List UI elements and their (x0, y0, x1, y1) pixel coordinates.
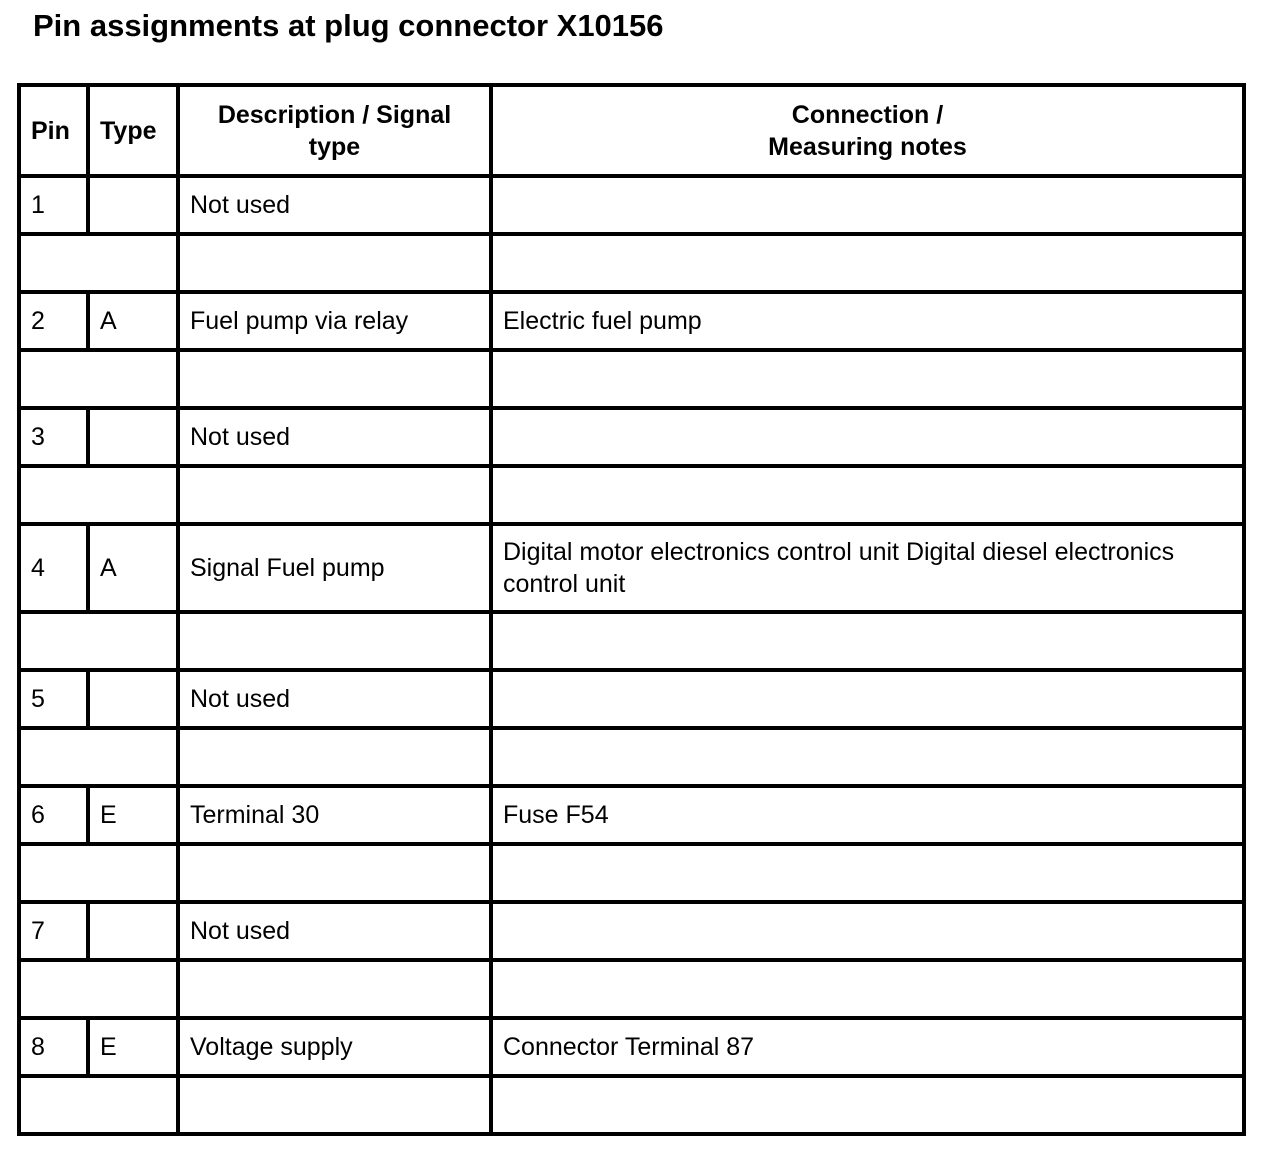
spacer-cell (19, 350, 178, 408)
description-cell: Not used (178, 408, 491, 466)
spacer-cell (178, 234, 491, 292)
type-cell (88, 176, 178, 234)
type-cell: A (88, 524, 178, 612)
spacer-cell (491, 350, 1244, 408)
connection-cell (491, 670, 1244, 728)
spacer-cell (491, 844, 1244, 902)
table-row (19, 292, 1244, 350)
description-cell: Signal Fuel pump (178, 524, 491, 612)
pin-cell: 2 (19, 292, 88, 350)
description-cell: Fuel pump via relay (178, 292, 491, 350)
header-connection (491, 85, 1244, 176)
spacer-cell (491, 466, 1244, 524)
type-cell: A (88, 292, 178, 350)
header-type: Type (88, 85, 178, 176)
spacer-cell (178, 466, 491, 524)
description-cell: Voltage supply (178, 1018, 491, 1076)
description-cell: Not used (178, 670, 491, 728)
spacer-cell (178, 728, 491, 786)
table-spacer-row (19, 612, 1244, 670)
description-cell: Not used (178, 176, 491, 234)
spacer-cell (491, 960, 1244, 1018)
spacer-cell (178, 350, 491, 408)
spacer-cell (19, 466, 178, 524)
header-pin: Pin (19, 85, 88, 176)
connection-cell: Fuse F54 (491, 786, 1244, 844)
spacer-cell (491, 728, 1244, 786)
spacer-cell (19, 1076, 178, 1134)
pin-assignment-table (17, 83, 1246, 1136)
spacer-cell (19, 960, 178, 1018)
table-row (19, 1018, 1244, 1076)
type-cell (88, 408, 178, 466)
table-row (19, 176, 1244, 234)
spacer-cell (19, 234, 178, 292)
header-connection-line1: Connection / (791, 100, 944, 129)
pin-cell: 3 (19, 408, 88, 466)
spacer-cell (178, 612, 491, 670)
description-cell: Not used (178, 902, 491, 960)
pin-cell: 7 (19, 902, 88, 960)
spacer-cell (491, 612, 1244, 670)
pin-cell: 8 (19, 1018, 88, 1076)
table-row (19, 786, 1244, 844)
type-cell: E (88, 1018, 178, 1076)
table-spacer-row (19, 466, 1244, 524)
spacer-cell (178, 844, 491, 902)
table-row (19, 524, 1244, 612)
connection-cell: Connector Terminal 87 (491, 1018, 1244, 1076)
type-cell (88, 902, 178, 960)
page-title: Pin assignments at plug connector X10156 (33, 8, 664, 43)
table-spacer-row (19, 728, 1244, 786)
table-spacer-row (19, 234, 1244, 292)
table-row (19, 408, 1244, 466)
table-spacer-row (19, 960, 1244, 1018)
pin-cell: 6 (19, 786, 88, 844)
header-connection-line2: Measuring notes (768, 132, 967, 161)
spacer-cell (178, 960, 491, 1018)
connection-cell: Electric fuel pump (491, 292, 1244, 350)
connection-cell (491, 176, 1244, 234)
type-cell (88, 670, 178, 728)
pin-cell: 1 (19, 176, 88, 234)
table-header-row (19, 85, 1244, 176)
type-cell: E (88, 786, 178, 844)
table-spacer-row (19, 350, 1244, 408)
table-row (19, 670, 1244, 728)
connection-cell (491, 902, 1244, 960)
spacer-cell (19, 612, 178, 670)
spacer-cell (19, 728, 178, 786)
table-spacer-row (19, 844, 1244, 902)
header-description: Description / Signal type (178, 85, 491, 176)
table-row (19, 902, 1244, 960)
table-spacer-row (19, 1076, 1244, 1134)
connection-cell (491, 408, 1244, 466)
spacer-cell (19, 844, 178, 902)
spacer-cell (491, 1076, 1244, 1134)
spacer-cell (178, 1076, 491, 1134)
description-cell: Terminal 30 (178, 786, 491, 844)
spacer-cell (491, 234, 1244, 292)
pin-cell: 5 (19, 670, 88, 728)
pin-cell: 4 (19, 524, 88, 612)
connection-cell: Digital motor electronics control unit Digital diesel electronics control unit (491, 524, 1244, 612)
